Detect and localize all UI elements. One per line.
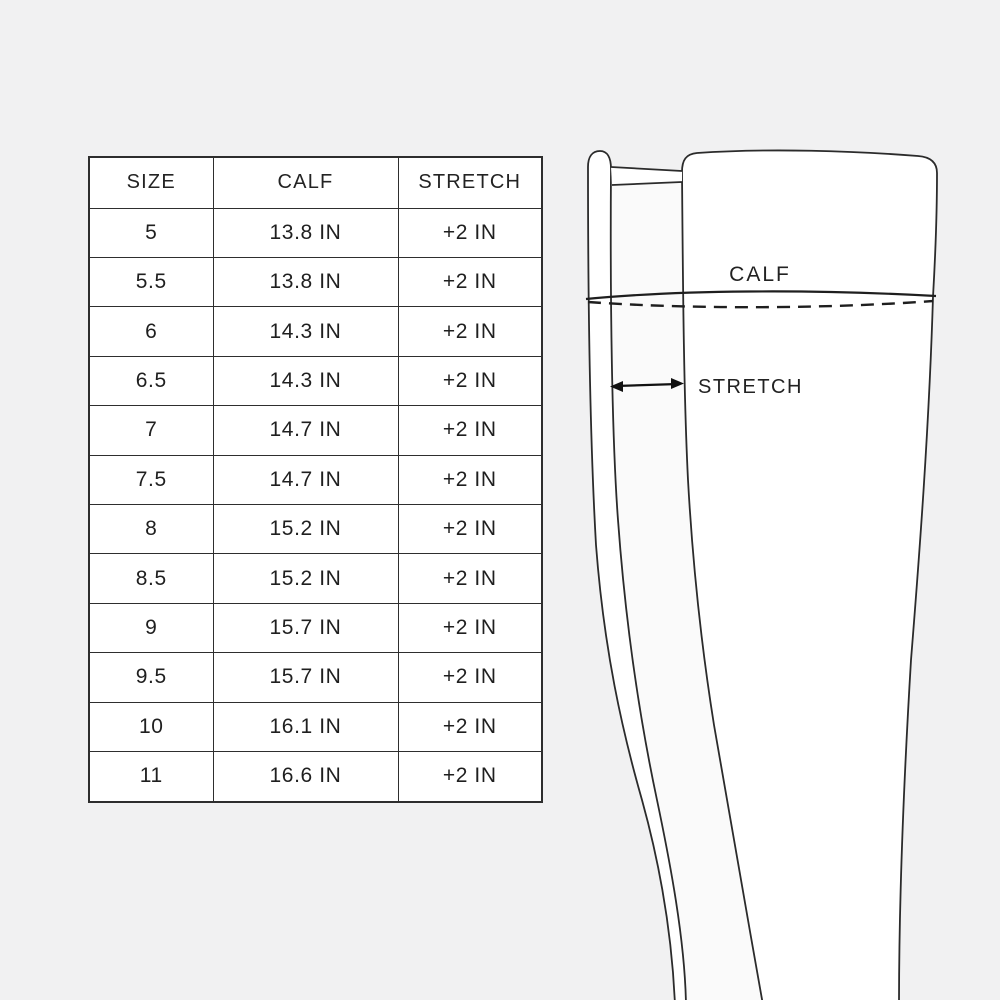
table-cell: 14.7 IN — [213, 406, 398, 455]
table-cell: 14.7 IN — [213, 455, 398, 504]
table-cell: 6.5 — [89, 356, 213, 405]
table-body — [89, 208, 542, 802]
table-cell: 5.5 — [89, 257, 213, 306]
table-row — [89, 208, 542, 257]
table-row — [89, 554, 542, 603]
stretch-label: STRETCH — [698, 376, 803, 398]
table-row — [89, 455, 542, 504]
table-cell: 13.8 IN — [213, 257, 398, 306]
table-cell: 7.5 — [89, 455, 213, 504]
column-header-stretch: STRETCH — [398, 157, 542, 208]
table-cell: 9 — [89, 603, 213, 652]
size-chart-table — [88, 156, 543, 803]
table-cell: 7 — [89, 406, 213, 455]
table-cell: 9.5 — [89, 653, 213, 702]
table-cell: 11 — [89, 751, 213, 802]
column-header-calf: CALF — [213, 157, 398, 208]
table-cell: +2 IN — [398, 257, 542, 306]
table-row — [89, 603, 542, 652]
table-cell: 16.1 IN — [213, 702, 398, 751]
table-cell: +2 IN — [398, 307, 542, 356]
table-row — [89, 653, 542, 702]
table-cell: 13.8 IN — [213, 208, 398, 257]
column-header-size: SIZE — [89, 157, 213, 208]
table-cell: 15.7 IN — [213, 603, 398, 652]
table-row — [89, 504, 542, 553]
table-row — [89, 356, 542, 405]
table-cell: 14.3 IN — [213, 356, 398, 405]
table-cell: +2 IN — [398, 653, 542, 702]
size-chart-table-container — [88, 156, 541, 803]
table-header-row — [89, 157, 542, 208]
table-row — [89, 257, 542, 306]
table-cell: 14.3 IN — [213, 307, 398, 356]
table-cell: 16.6 IN — [213, 751, 398, 802]
table-row — [89, 751, 542, 802]
table-cell: 10 — [89, 702, 213, 751]
table-row — [89, 307, 542, 356]
table-row — [89, 702, 542, 751]
table-cell: +2 IN — [398, 504, 542, 553]
calf-label: CALF — [729, 263, 791, 286]
table-cell: 15.2 IN — [213, 554, 398, 603]
table-cell: 8.5 — [89, 554, 213, 603]
table-cell: +2 IN — [398, 406, 542, 455]
table-cell: +2 IN — [398, 603, 542, 652]
table-cell: +2 IN — [398, 554, 542, 603]
table-cell: 6 — [89, 307, 213, 356]
table-cell: 15.7 IN — [213, 653, 398, 702]
table-row — [89, 406, 542, 455]
table-cell: 8 — [89, 504, 213, 553]
table-cell: +2 IN — [398, 702, 542, 751]
boot-diagram — [560, 130, 980, 1000]
table-cell: +2 IN — [398, 751, 542, 802]
table-cell: +2 IN — [398, 356, 542, 405]
table-cell: 5 — [89, 208, 213, 257]
table-cell: +2 IN — [398, 455, 542, 504]
table-cell: 15.2 IN — [213, 504, 398, 553]
table-cell: +2 IN — [398, 208, 542, 257]
